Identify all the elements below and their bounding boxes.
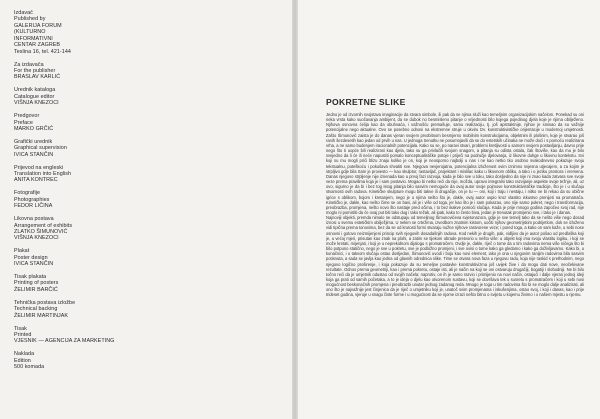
article-title: POKRETNE SLIKE xyxy=(326,97,406,107)
colophon-line: Arrangement of exhibits xyxy=(14,222,73,229)
colophon-line: ZLATKO ŠIMUNOVIĆ xyxy=(14,228,68,235)
colophon-line: INFORMATIVNI xyxy=(14,35,53,42)
colophon-line: Poster design xyxy=(14,254,48,261)
colophon-line: Preface xyxy=(14,119,33,126)
colophon-line: Edition xyxy=(14,357,31,364)
colophon-line: CENTAR ZAGREB xyxy=(14,42,61,49)
colophon-line: Za izdavača xyxy=(14,61,44,68)
left-page xyxy=(0,0,294,419)
colophon-line: VIŠNJA KNEZOCI xyxy=(14,100,59,107)
colophon-block xyxy=(14,216,184,242)
colophon-block xyxy=(14,139,184,158)
colophon-line: Graphical supervision xyxy=(14,145,67,152)
colophon-line: IVICA STANČIN xyxy=(14,151,54,158)
colophon-block xyxy=(14,326,184,345)
colophon-line: Likovna postava xyxy=(14,216,54,223)
colophon-block xyxy=(14,87,184,106)
colophon-line: BRASLAV KARLIĆ xyxy=(14,74,61,81)
colophon-line: Tehnička postava izložbe xyxy=(14,299,76,306)
article-paragraph: Najnoviji objekti, premda nimalo ne odstupaju od temeljnog Šimunovićeva svjetonazora, gdje je sve temelj tako da se nešto više nego dosad iznosi u svemu estetičkim obilježjima. U nekim se crtežima, izvedbom znatnim kistom, uočiti njihov geometrijskim podrijetlom, dok se izloženo vidi tipična prema tonovima, bez da se od krutosti formi stvaraju nužne njihove rastvorene veze; i pored toga, a kako on sam kaže, u sebi nose osnovni i gotovo neizmijenjeni princip svih njegovih dosadašnjih radova. Kod nekih je drugih, pak, vidljivo da je autor pošao od predloška koji je, u većoj mjeri, prisutan kao znak na plohi, a zatim se tijekom obrade pretvorio u nešto više: u objekt koji ima svoju vlastitu logiku, i koji se može kretati, mijenjati, i koji je u neprekidnom dijalogu s promatračem. Ovdje je, dakle, riječ o tome da u tim radovima nema više ničega što bi bilo potpuno statično, nego je sve u pokretu, sve je podložno promjeni, i sve ovisi o tome kako ga gledamo i kako ga doživljavamo. Kako bi, u konačnici, i u takvom slučaju ostao dosljedan, Šimunović uvodi i boju kao novi element, iako je ona u njegovim ranijim radovima bila sasvim potisnuta, a sada se javlja kao jedna od glavnih odrednica slike. Time se otvara nova faza u njegovu radu, koja nije raskid s prethodnim, nego njegovo logično proširenje, i koja pokazuje da su temeljne postavke konstruktivizma još uvijek žive i da mogu dati nove, neočekivane rezultate. Odnos prema geometriji, kao i prema pokretu, ostaje isti, ali je način na koji se oni ostvaruju drugačiji, bogatiji i slobodniji. Ne bi bilo točno reći da je umjetnik odustao od svojih načela; naprotiv, on ih je samo razvio i primijenio na novi način, ostajući i dalje vjeran jednoj ideji koja ga prati od samih početaka, a to je ideja o djelu kao otvorenom sustavu, koji se dovršava tek u susretu s promatračem i koji u sebi nosi mogućnost beskonačnih promjena i preobrazbi unutar jednog zadanog reda. Mnogo je toga u tim radovima što bi se moglo dalje analizirati, ali ono što je najvažnije jest činjenica da je riječ o umjetniku koji je, unatoč svim promjenama i iskušenjima, ostao svoj, i koji i danas, kao i prije trideset godina, vjeruje u snagu čiste forme i u mogućnost da se njome izrazi nešto bitno o svijetu u kojemu živimo i o našem mjestu u njemu. xyxy=(326,215,584,298)
colophon-line: Published by xyxy=(14,16,46,23)
colophon-line: Teslina 16, tel. 421-144 xyxy=(14,48,71,55)
colophon-line: VJESNIK — AGENCIJA ZA MARKETING xyxy=(14,338,115,345)
article-paragraph: Jedno je od izvornih svojstava imaginacije da stvara simbole, ili pak da se njima služi kao temeljnim organizacijskim načelom. Ponekad su oni neka vrsta kako suočavanja ambijent, da se dubok no besmisleno pitanje o vrijednosti bilo kojega pojedinog djela koje je njima obilježeno. Njihova osnovna ćelija kao da obuhvaća, i važnošću premašuje, samu realizaciju, tj. još apstraktnije, njihov je smisao da su važnije potencijalne nego aktualne. Ovo se posebno odnosi na ekstremne struje u okviru tzv. konstruktivističke orijentacije u modernoj umjetnosti. Zašto Šimunović zaista je do danas vjeran svojem prvobitnom besmjerno mobilnim konstrukcijama, objektnim ili plošnim, koje je stvarao još ranih šezdesetih kao jedan od prvih u nas. U jednoga trenutku ne posumnjavši da se do estetskih učinaka ne može doći i s pomoću realizirana vrha, a ne samo budenjem iracionalnih potencijala. Kako su se, po naravi stvari, problemi kretljivosti u samom svojem postavljanju, davno prije nego što ti uopće bili realizirani kao djela, tako su ga privlačili svojom snagom, a pitanja su odista ostala, čak štoviše, kao da mu je bilo svejedno da li će ili neće napustiti pomalo konceptualističke potoje i priječi na područje djelovanja, iz likovne duhge u likovnu kontekstu. Svi koji su mu mogli prići blizu znaju koliko je on, koji je neosporno najbolji u nas i ne kao netko tko osobno svakodnevno pokazuje svoju tekstualnu, poteškoću i pokušava shvatiti sve. Njegova nevjerojatna, potencijalna izloženost ovim iznimno svjesna utjecajem, a za kojim je strpljivo gdje bila Sam je provesto — kao skulptor, rastavljač, projektant i mislilac kako u likovnom obliku, a tako i u jeziku prostora i vremena. Danas njegovo strpljenje nije iznenada kao u prvoj fazi razvoja, kada je bilo sve u toku, tako dosljedno da nije ni znao kada zatvara sve svoje veze prema pravilima koja je i sam postavio. Mogao bi netko reći da nije, možda, upravo integralni tako razvijanje aspekte svoje težnje, ali, uz ovo, sigurno je da bi i bez tog istog pitanja bilo sasvim nemoguće da ovaj autor svoje pojmove konstruktivističke tradicije, što je i u slučaju stvarnosti ovih radova. Kinetičke skulpture mogu biti takve ili drugačije, on je tu — oni, koji i traju i nestaju, i nitko ne bi rekao da su obične igrice s oblikom, bojom i kretanjem, nego je u njima nešto što je, dakle, ovaj autor uspio kroz vlastito iskustvo prenijeti na promatrača. Kinetičko je, dakle, kao nešto čime se on bavi, ali je i više od toga, jer kao što je i sam pokazao, ono nije samo pokret, nego i transformacija, preobrazba, promjena, nešto novo što nastaje pred očima, i to bez ikakve pomoći slučaja. Kada je prije mnogo godina započeo svoj rad, nije moglo ni pomisliti da će ovaj put biti tako dug i tako težak, ali ipak, kako to često biva, jedan je trenutak promijenio sve, i tako je i danas. xyxy=(326,112,584,215)
colophon-line: Printing of posters xyxy=(14,280,59,287)
colophon-line: Naklada xyxy=(14,351,35,358)
colophon-line: Photographies xyxy=(14,196,50,203)
colophon-block xyxy=(14,274,184,293)
colophon-line: GALERIJA FORUM xyxy=(14,22,62,29)
colophon-line: 500 komada xyxy=(14,364,45,371)
colophon-line: Tisak xyxy=(14,325,27,332)
colophon-block xyxy=(14,351,184,370)
colophon-block xyxy=(14,113,184,132)
colophon-line: Plakat xyxy=(14,248,30,255)
colophon-block xyxy=(14,10,184,55)
colophon-block xyxy=(14,300,184,319)
colophon-line: Printed xyxy=(14,331,32,338)
colophon-line: (KULTURNO xyxy=(14,29,46,36)
colophon-line: Predgovor xyxy=(14,113,40,120)
colophon-line: Fotografije xyxy=(14,190,41,197)
colophon-line: Tisak plakata xyxy=(14,274,47,281)
colophon-line: ŽELIMIR BARČIĆ xyxy=(14,286,58,293)
colophon-line: Izdavač xyxy=(14,10,33,16)
colophon-line: Translation into English xyxy=(14,171,72,178)
colophon-line: Grafički urednik xyxy=(14,138,53,145)
colophon-line: Urednik kataloga xyxy=(14,87,56,94)
colophon-line: MARKO GRČIĆ xyxy=(14,125,54,132)
article-body xyxy=(326,112,584,412)
colophon-line: FEDOR LIČINA xyxy=(14,203,53,210)
colophon-line: ŽELIMIR MARTINJAK xyxy=(14,312,69,319)
colophon xyxy=(14,10,184,377)
colophon-line: VIŠNJA KNEZOCI xyxy=(14,235,59,242)
colophon-line: Technical backing xyxy=(14,306,58,313)
colophon-line: For the publisher xyxy=(14,68,56,75)
colophon-line: ANITA KONTREC xyxy=(14,177,58,184)
colophon-line: IVICA STANČIN xyxy=(14,261,54,268)
colophon-block xyxy=(14,190,184,209)
colophon-block xyxy=(14,62,184,81)
colophon-block xyxy=(14,248,184,267)
colophon-block xyxy=(14,165,184,184)
colophon-line: Catalogue editor xyxy=(14,93,55,100)
colophon-line: Prijevod na engleski xyxy=(14,164,64,171)
